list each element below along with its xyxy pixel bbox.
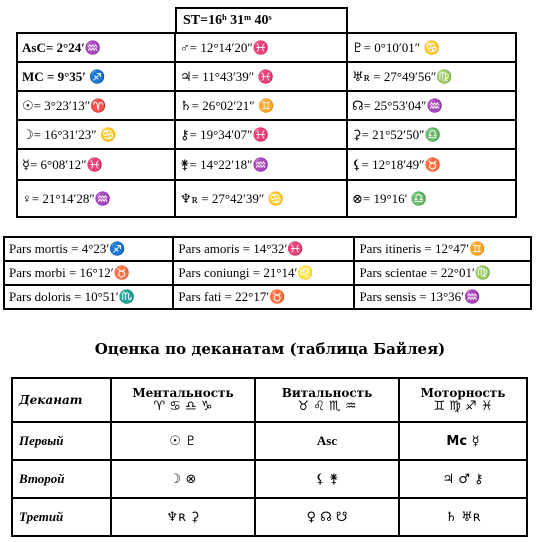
mercury-cell: ☿= 6°08′12″♓	[16, 148, 176, 181]
table-header-row	[12, 378, 527, 422]
mars-cell: ♂= 12°14′20″♓	[174, 32, 348, 63]
chiron-cell: ⚷= 19°34′07″♓	[174, 119, 348, 150]
table-row	[4, 237, 531, 261]
bailey-table-title: Оценка по деканатам (таблица Байлея)	[94, 340, 446, 358]
pars-amoris: Pars amoris = 14°32′♓	[173, 237, 354, 261]
bailey-decanate-table	[11, 377, 528, 537]
pars-sensis: Pars sensis = 13°36′♒	[354, 285, 531, 309]
table-row	[4, 285, 531, 309]
row-label-first: Первый	[12, 422, 111, 460]
sun-cell: ☉= 3°23′13″♈	[16, 90, 176, 121]
pars-doloris: Pars doloris = 10°51′♏	[4, 285, 173, 309]
lilith-cell: ⚸= 12°18′49″♉	[346, 148, 517, 181]
pluto-cell: ♇= 0°10′01″ ♋	[346, 32, 517, 63]
uranus-cell: ♅ʀ = 27°49′56″♍	[346, 61, 517, 92]
header-mental	[111, 378, 255, 422]
header-motor	[399, 378, 527, 422]
header-vital-label: Витальность	[281, 386, 373, 400]
ascendant-cell: AsC= 2°24′♒	[16, 32, 176, 63]
pars-morbi: Pars morbi = 16°12′♉	[4, 261, 173, 285]
north-node-cell: ☊= 25°53′04″♒	[346, 90, 517, 121]
table-row	[12, 460, 527, 498]
jupiter-cell: ♃= 11°43′39″ ♓	[174, 61, 348, 92]
second-motor: ♃ ♂ ⚷	[399, 460, 527, 498]
third-vital: ♀ ☊ ☋	[255, 498, 399, 536]
table-row	[12, 422, 527, 460]
second-mental: ☽ ⊗	[111, 460, 255, 498]
sidereal-time-header: ST=16ʰ 31ᵐ 40ˢ	[175, 7, 348, 34]
header-vital	[255, 378, 399, 422]
venus-cell: ♀= 21°14′28″♒	[16, 179, 176, 218]
proserpina-cell: ⚳= 21°52′50″♎	[346, 119, 517, 150]
header-vital-signs: ♉ ♌ ♏ ♒	[297, 399, 357, 414]
header-decanate: Деканат	[12, 378, 111, 422]
table-row	[12, 498, 527, 536]
pars-mortis: Pars mortis = 4°23′♐	[4, 237, 173, 261]
moon-cell: ☽= 16°31′23″ ♋	[16, 119, 176, 150]
header-mental-signs: ♈ ♋ ♎ ♑	[153, 399, 213, 414]
row-label-third: Третий	[12, 498, 111, 536]
second-vital: ⚸ ⚵	[255, 460, 399, 498]
header-motor-label: Моторность	[420, 386, 506, 400]
first-motor: Mc ☿	[399, 422, 527, 460]
pars-scientae: Pars scientae = 22°01′♍	[354, 261, 531, 285]
first-mental: ☉ ♇	[111, 422, 255, 460]
header-mental-label: Ментальность	[132, 386, 234, 400]
midheaven-cell: MC = 9°35′ ♐	[16, 61, 176, 92]
third-mental: ♆ʀ ⚳	[111, 498, 255, 536]
table-row	[4, 261, 531, 285]
third-motor: ♄ ♅ʀ	[399, 498, 527, 536]
row-label-second: Второй	[12, 460, 111, 498]
pars-coniungi: Pars coniungi = 21°14′♌	[173, 261, 354, 285]
vulcan-cell: ⚵= 14°22′18″♒	[174, 148, 348, 181]
pars-fati: Pars fati = 22°17′♉	[173, 285, 354, 309]
first-vital: Asc	[255, 422, 399, 460]
part-of-fortune-cell: ⊗= 19°16′ ♎	[346, 179, 517, 218]
header-motor-signs: ♊ ♍ ♐ ♓	[433, 399, 493, 414]
planet-positions-grid	[16, 32, 517, 218]
pars-itineris: Pars itineris = 12°47′♊	[354, 237, 531, 261]
saturn-cell: ♄= 26°02′21″ ♊	[174, 90, 348, 121]
neptune-cell: ♆ʀ = 27°42′39″ ♋	[174, 179, 348, 218]
arabic-parts-table	[3, 236, 532, 310]
